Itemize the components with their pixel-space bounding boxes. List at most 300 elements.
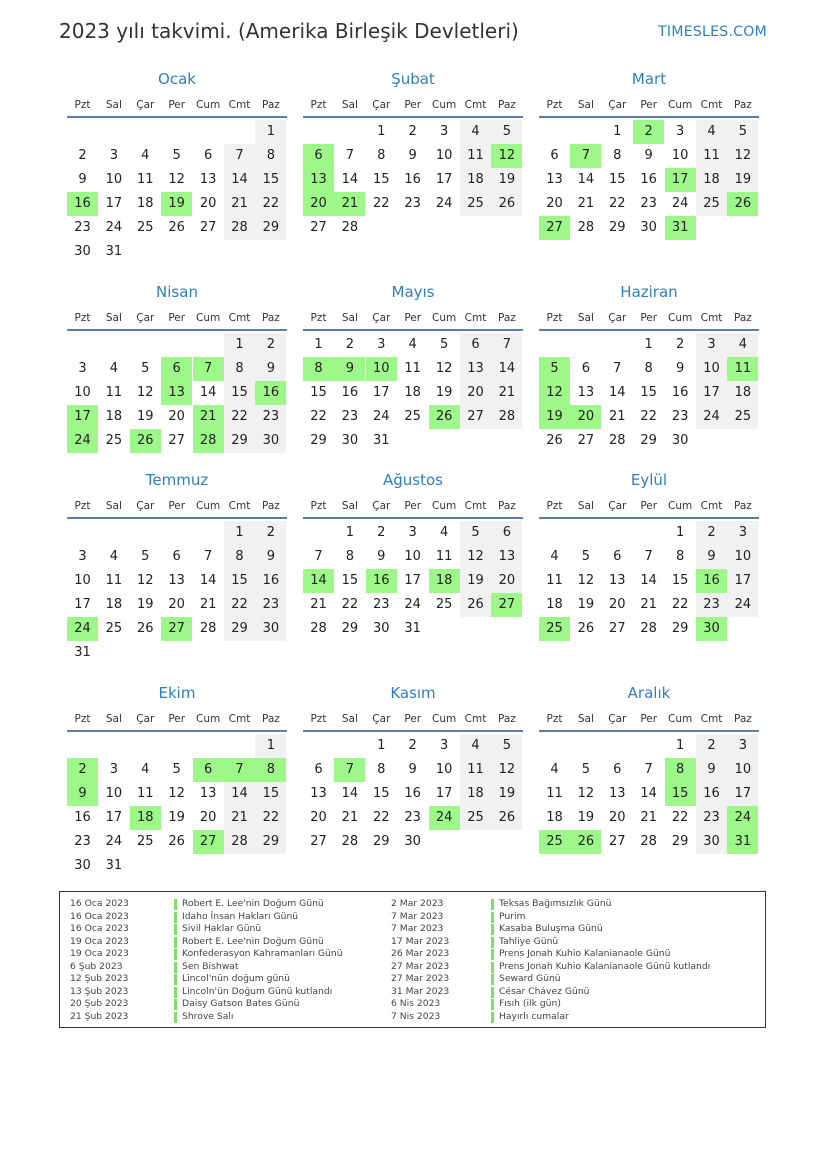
legend-color-marker <box>491 974 494 985</box>
day-cell: 9 <box>408 148 417 163</box>
weekday-header: Sal <box>105 500 122 512</box>
day-cell: 21 <box>310 597 327 612</box>
legend-color-marker <box>491 1012 494 1023</box>
day-cell: 21 <box>199 597 217 612</box>
legend-date: 21 Şub 2023 <box>70 1010 129 1022</box>
day-cell: 24 <box>373 409 390 424</box>
day-cell: 3 <box>109 762 119 777</box>
month-name: Ağustos <box>383 471 443 489</box>
month-name: Mayıs <box>391 283 435 301</box>
day-cell: 22 <box>255 806 286 830</box>
day-cell: 23 <box>373 597 390 612</box>
legend-color-marker <box>174 924 177 935</box>
day-cell: 2 <box>255 333 286 357</box>
day-cell: 30 <box>373 621 390 636</box>
holiday-day-cell: 9 <box>67 782 98 806</box>
weekday-header: Çar <box>372 312 391 324</box>
day-cell: 7 <box>613 361 622 376</box>
day-cell: 29 <box>310 433 327 448</box>
day-cell: 2 <box>78 148 87 163</box>
holiday-day-cell: 7 <box>334 758 365 782</box>
day-cell: 31 <box>373 433 390 448</box>
day-cell: 17 <box>373 385 390 400</box>
weekday-header: Per <box>640 500 658 512</box>
holiday-day-cell: 26 <box>130 429 161 453</box>
day-cell: 10 <box>727 758 758 782</box>
day-cell: 9 <box>408 762 417 777</box>
holiday-day-cell: 8 <box>255 758 286 782</box>
legend-color-marker <box>174 899 177 910</box>
day-cell: 12 <box>435 361 453 376</box>
day-cell: 23 <box>671 409 689 424</box>
day-cell: 23 <box>404 810 421 825</box>
month-name: Ocak <box>158 70 196 88</box>
month-rule <box>303 329 523 331</box>
day-cell: 27 <box>310 834 327 849</box>
weekday-header: Cum <box>195 500 221 512</box>
day-cell: 1 <box>675 738 685 753</box>
day-cell: 1 <box>675 525 685 540</box>
day-cell: 14 <box>341 786 359 801</box>
legend-holiday-name: Seward Günü <box>499 973 561 984</box>
weekday-header: Çar <box>608 500 627 512</box>
day-cell: 16 <box>255 569 286 593</box>
day-cell: 29 <box>609 220 626 235</box>
holiday-day-cell: 24 <box>67 429 98 453</box>
weekday-header: Cum <box>667 99 693 111</box>
holiday-day-cell: 14 <box>303 569 334 593</box>
day-cell: 6 <box>613 549 622 564</box>
weekday-header: Per <box>404 713 422 725</box>
holiday-day-cell: 15 <box>665 782 696 806</box>
day-cell: 15 <box>373 172 390 187</box>
day-cell: 15 <box>224 381 255 405</box>
day-cell: 25 <box>727 405 758 429</box>
day-cell: 4 <box>696 120 727 144</box>
day-cell: 13 <box>199 172 217 187</box>
legend-holiday-name: Hayırlı cumalar <box>499 1010 569 1022</box>
day-cell: 7 <box>644 762 653 777</box>
day-cell: 14 <box>224 168 255 192</box>
day-cell: 12 <box>168 172 185 187</box>
month-name: Nisan <box>156 283 198 301</box>
legend-color-marker <box>491 899 494 910</box>
day-cell: 16 <box>404 172 421 187</box>
day-cell: 25 <box>435 597 453 612</box>
day-cell: 15 <box>310 385 327 400</box>
holiday-day-cell: 31 <box>727 830 758 854</box>
legend-date: 27 Mar 2023 <box>391 973 450 984</box>
legend-date: 7 Mar 2023 <box>391 910 444 922</box>
day-cell: 4 <box>460 120 491 144</box>
weekday-header: Per <box>640 99 658 111</box>
legend-date: 2 Mar 2023 <box>391 898 444 909</box>
weekday-header: Pzt <box>310 312 327 324</box>
weekday-header: Çar <box>608 99 627 111</box>
weekday-header: Cmt <box>700 312 723 324</box>
weekday-header: Cmt <box>700 713 723 725</box>
day-cell: 19 <box>137 409 154 424</box>
day-cell: 23 <box>696 806 727 830</box>
legend-color-marker <box>174 974 177 985</box>
day-cell: 21 <box>224 806 255 830</box>
day-cell: 20 <box>546 196 563 211</box>
day-cell: 13 <box>546 172 563 187</box>
weekday-header: Paz <box>497 312 516 324</box>
day-cell: 20 <box>199 810 217 825</box>
day-cell: 11 <box>435 549 453 564</box>
month-rule <box>539 329 759 331</box>
day-cell: 28 <box>640 834 657 849</box>
holiday-day-cell: 27 <box>539 216 570 240</box>
legend-color-marker <box>491 949 494 960</box>
legend-date: 19 Oca 2023 <box>70 935 129 947</box>
day-cell: 7 <box>345 148 355 163</box>
weekday-header: Cmt <box>464 713 487 725</box>
day-cell: 4 <box>727 333 758 357</box>
day-cell: 29 <box>671 834 689 849</box>
day-cell: 8 <box>224 357 255 381</box>
weekday-header: Sal <box>341 500 358 512</box>
weekday-header: Pzt <box>310 500 327 512</box>
day-cell: 12 <box>137 385 154 400</box>
day-cell: 24 <box>435 196 453 211</box>
day-cell: 30 <box>255 617 286 641</box>
day-cell: 23 <box>255 405 286 429</box>
day-cell: 11 <box>137 172 154 187</box>
day-cell: 5 <box>491 120 522 144</box>
day-cell: 1 <box>224 333 255 357</box>
day-cell: 8 <box>345 549 355 564</box>
weekday-header: Çar <box>608 312 627 324</box>
day-cell: 2 <box>255 521 286 545</box>
weekday-header: Per <box>404 312 422 324</box>
weekday-header: Sal <box>341 713 358 725</box>
day-cell: 10 <box>727 545 758 569</box>
day-cell: 23 <box>255 593 286 617</box>
day-cell: 4 <box>550 762 559 777</box>
day-cell: 18 <box>727 381 758 405</box>
day-cell: 16 <box>341 385 359 400</box>
day-cell: 4 <box>460 734 491 758</box>
holiday-day-cell: 26 <box>727 192 758 216</box>
legend-date: 7 Nis 2023 <box>391 1010 441 1022</box>
day-cell: 15 <box>224 569 255 593</box>
day-cell: 29 <box>224 617 255 641</box>
day-cell: 4 <box>408 337 417 352</box>
day-cell: 3 <box>727 521 758 545</box>
day-cell: 11 <box>137 786 154 801</box>
weekday-header: Cmt <box>464 500 487 512</box>
weekday-header: Cum <box>195 312 221 324</box>
weekday-header: Çar <box>372 500 391 512</box>
holiday-day-cell: 16 <box>366 569 397 593</box>
day-cell: 31 <box>105 244 123 259</box>
day-cell: 12 <box>577 786 595 801</box>
day-cell: 13 <box>199 786 217 801</box>
day-cell: 18 <box>546 597 563 612</box>
weekday-header: Cmt <box>700 500 723 512</box>
day-cell: 17 <box>105 810 123 825</box>
legend-date: 20 Şub 2023 <box>70 998 129 1009</box>
holiday-day-cell: 12 <box>539 381 570 405</box>
weekday-header: Sal <box>577 312 594 324</box>
day-cell: 4 <box>439 525 449 540</box>
legend-color-marker <box>491 999 494 1010</box>
day-cell: 21 <box>341 810 359 825</box>
weekday-header: Çar <box>136 99 155 111</box>
day-cell: 20 <box>609 810 626 825</box>
day-cell: 5 <box>727 120 758 144</box>
month-rule <box>539 116 759 118</box>
day-cell: 25 <box>460 192 491 216</box>
weekday-header: Per <box>404 500 422 512</box>
holiday-day-cell: 27 <box>491 593 522 617</box>
day-cell: 31 <box>74 645 91 660</box>
day-cell: 9 <box>255 545 286 569</box>
day-cell: 27 <box>310 220 327 235</box>
holiday-day-cell: 27 <box>193 830 224 854</box>
day-cell: 8 <box>675 549 685 564</box>
holiday-day-cell: 17 <box>665 168 696 192</box>
day-cell: 14 <box>640 573 657 588</box>
day-cell: 15 <box>671 573 689 588</box>
day-cell: 13 <box>577 385 595 400</box>
calendar-grid <box>67 70 760 885</box>
legend-date: 19 Oca 2023 <box>70 948 129 959</box>
day-cell: 22 <box>255 192 286 216</box>
day-cell: 15 <box>255 782 286 806</box>
legend-color-marker <box>174 949 177 960</box>
day-cell: 15 <box>640 385 657 400</box>
weekday-header: Paz <box>733 713 752 725</box>
holiday-day-cell: 24 <box>727 806 758 830</box>
weekday-header: Cmt <box>228 99 251 111</box>
day-cell: 22 <box>224 405 255 429</box>
day-cell: 30 <box>640 220 657 235</box>
day-cell: 30 <box>341 433 359 448</box>
day-cell: 29 <box>255 830 286 854</box>
day-cell: 30 <box>74 858 91 873</box>
day-cell: 21 <box>640 810 657 825</box>
day-cell: 2 <box>408 124 417 139</box>
day-cell: 22 <box>373 810 390 825</box>
day-cell: 14 <box>640 786 657 801</box>
month-rule <box>67 329 287 331</box>
day-cell: 11 <box>696 144 727 168</box>
weekday-header: Sal <box>577 500 594 512</box>
day-cell: 16 <box>404 786 421 801</box>
day-cell: 6 <box>550 148 559 163</box>
day-cell: 22 <box>341 597 359 612</box>
day-cell: 19 <box>460 569 491 593</box>
day-cell: 18 <box>105 409 123 424</box>
day-cell: 9 <box>696 545 727 569</box>
weekday-header: Pzt <box>546 312 563 324</box>
weekday-header: Çar <box>136 500 155 512</box>
day-cell: 4 <box>109 549 119 564</box>
weekday-header: Pzt <box>310 99 327 111</box>
weekday-header: Çar <box>136 713 155 725</box>
weekday-header: Per <box>640 312 658 324</box>
day-cell: 12 <box>460 545 491 569</box>
day-cell: 28 <box>640 621 657 636</box>
day-cell: 5 <box>141 549 150 564</box>
day-cell: 29 <box>224 429 255 453</box>
day-cell: 6 <box>613 762 622 777</box>
legend-holiday-name: Robert E. Lee'nin Doğum Günü <box>182 898 324 909</box>
legend-holiday-name: Sen Bishwat <box>182 960 239 972</box>
day-cell: 30 <box>671 433 689 448</box>
weekday-header: Cum <box>195 99 221 111</box>
holiday-day-cell: 2 <box>67 758 98 782</box>
legend-holiday-name: Teksas Bağımsızlık Günü <box>499 898 612 909</box>
day-cell: 28 <box>577 220 595 235</box>
day-cell: 21 <box>609 409 626 424</box>
day-cell: 1 <box>255 734 286 758</box>
day-cell: 11 <box>546 786 563 801</box>
day-cell: 6 <box>491 521 522 545</box>
weekday-header: Cum <box>431 713 457 725</box>
day-cell: 15 <box>609 172 626 187</box>
holiday-day-cell: 26 <box>429 405 460 429</box>
day-cell: 19 <box>727 168 758 192</box>
month-name: Kasım <box>390 684 436 702</box>
holiday-day-cell: 9 <box>334 357 365 381</box>
day-cell: 29 <box>640 433 657 448</box>
day-cell: 13 <box>310 786 327 801</box>
day-cell: 26 <box>491 192 522 216</box>
holiday-day-cell: 13 <box>303 168 334 192</box>
legend-color-marker <box>174 912 177 923</box>
day-cell: 25 <box>696 192 727 216</box>
weekday-header: Çar <box>136 312 155 324</box>
day-cell: 1 <box>377 738 386 753</box>
holiday-day-cell: 8 <box>303 357 334 381</box>
holiday-day-cell: 16 <box>696 569 727 593</box>
day-cell: 17 <box>727 782 758 806</box>
day-cell: 20 <box>609 597 626 612</box>
legend-color-marker <box>174 962 177 973</box>
day-cell: 5 <box>439 337 449 352</box>
day-cell: 25 <box>105 621 123 636</box>
day-cell: 30 <box>404 834 421 849</box>
month-name: Temmuz <box>145 471 209 489</box>
holiday-day-cell: 10 <box>366 357 397 381</box>
day-cell: 9 <box>78 172 87 187</box>
day-cell: 16 <box>74 810 91 825</box>
day-cell: 17 <box>74 597 91 612</box>
holiday-day-cell: 21 <box>193 405 224 429</box>
day-cell: 5 <box>491 734 522 758</box>
day-cell: 18 <box>460 782 491 806</box>
holiday-day-cell: 16 <box>255 381 286 405</box>
weekday-header: Paz <box>261 99 280 111</box>
weekday-header: Sal <box>577 99 594 111</box>
weekday-header: Sal <box>105 312 122 324</box>
day-cell: 1 <box>644 337 653 352</box>
legend-holiday-name: Prens Jonah Kuhio Kalanianaole Günü <box>499 948 671 959</box>
holiday-day-cell: 27 <box>161 617 192 641</box>
day-cell: 14 <box>224 782 255 806</box>
day-cell: 18 <box>137 196 154 211</box>
day-cell: 18 <box>546 810 563 825</box>
holiday-day-cell: 7 <box>193 357 224 381</box>
day-cell: 19 <box>577 597 595 612</box>
holiday-day-cell: 21 <box>334 192 365 216</box>
day-cell: 13 <box>491 545 522 569</box>
day-cell: 22 <box>373 196 390 211</box>
day-cell: 19 <box>435 385 453 400</box>
day-cell: 21 <box>491 381 522 405</box>
day-cell: 7 <box>491 333 522 357</box>
legend-date: 17 Mar 2023 <box>391 935 450 947</box>
day-cell: 26 <box>491 806 522 830</box>
month-name: Mart <box>631 70 667 88</box>
day-cell: 15 <box>255 168 286 192</box>
day-cell: 17 <box>404 573 421 588</box>
day-cell: 12 <box>137 573 154 588</box>
weekday-header: Çar <box>372 99 391 111</box>
day-cell: 11 <box>105 573 123 588</box>
legend-color-marker <box>491 912 494 923</box>
day-cell: 20 <box>168 409 185 424</box>
day-cell: 22 <box>671 810 689 825</box>
month-name: Aralık <box>627 684 671 702</box>
day-cell: 2 <box>377 525 386 540</box>
day-cell: 28 <box>224 216 255 240</box>
day-cell: 11 <box>546 573 563 588</box>
holiday-day-cell: 6 <box>193 758 224 782</box>
holiday-day-cell: 11 <box>727 357 758 381</box>
day-cell: 22 <box>640 409 657 424</box>
day-cell: 27 <box>199 220 217 235</box>
weekday-header: Cmt <box>228 312 251 324</box>
legend-holiday-name: Sivil Haklar Günü <box>182 923 262 934</box>
day-cell: 20 <box>199 196 217 211</box>
day-cell: 17 <box>696 381 727 405</box>
weekday-header: Pzt <box>546 713 563 725</box>
day-cell: 8 <box>377 762 386 777</box>
day-cell: 23 <box>696 593 727 617</box>
day-cell: 13 <box>609 786 626 801</box>
day-cell: 19 <box>491 782 522 806</box>
day-cell: 19 <box>137 597 154 612</box>
day-cell: 9 <box>377 549 386 564</box>
weekday-header: Sal <box>577 713 594 725</box>
day-cell: 10 <box>105 786 123 801</box>
day-cell: 26 <box>577 621 595 636</box>
legend-color-marker <box>491 937 494 948</box>
weekday-header: Cmt <box>464 99 487 111</box>
day-cell: 27 <box>609 621 626 636</box>
day-cell: 28 <box>310 621 327 636</box>
month-rule <box>303 730 523 732</box>
day-cell: 1 <box>224 521 255 545</box>
day-cell: 23 <box>640 196 657 211</box>
day-cell: 14 <box>491 357 522 381</box>
day-cell: 23 <box>74 834 91 849</box>
day-cell: 22 <box>609 196 626 211</box>
day-cell: 12 <box>727 144 758 168</box>
day-cell: 15 <box>373 786 390 801</box>
month-rule <box>67 730 287 732</box>
brand-link[interactable]: TIMESLES.COM <box>658 24 767 40</box>
day-cell: 8 <box>224 545 255 569</box>
legend-date: 16 Oca 2023 <box>70 910 129 922</box>
day-cell: 3 <box>78 549 87 564</box>
holiday-day-cell: 18 <box>130 806 161 830</box>
